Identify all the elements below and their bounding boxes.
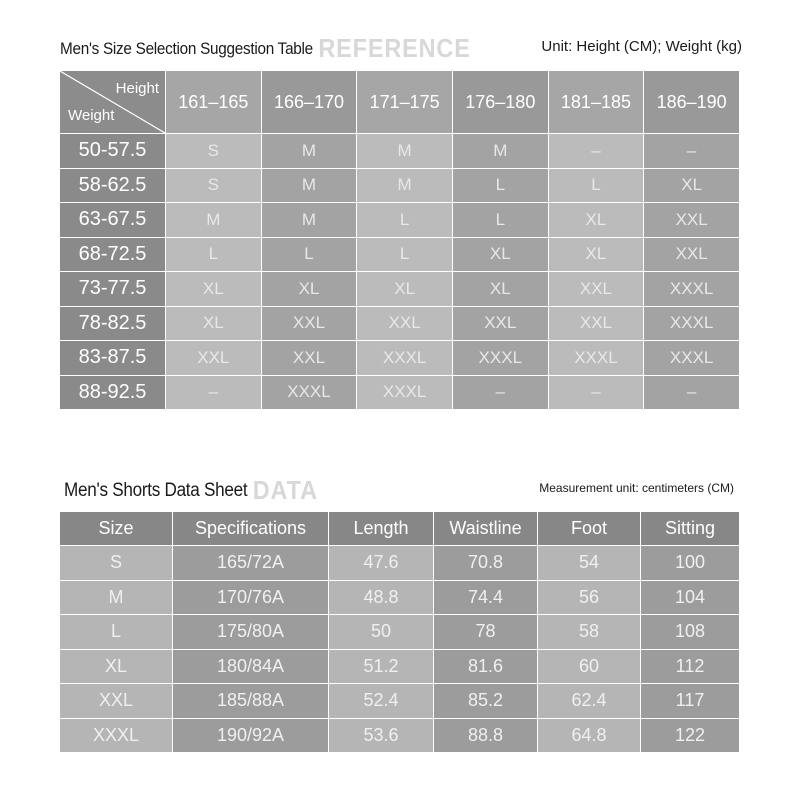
size-table-row <box>60 375 740 410</box>
size-cell: XXL <box>357 306 453 341</box>
size-selection-table <box>59 70 740 410</box>
weight-range-cell: 73-77.5 <box>60 272 166 307</box>
size-cell: S <box>166 168 262 203</box>
size-cell: L <box>548 168 644 203</box>
shorts-data-cell: 112 <box>641 649 740 684</box>
shorts-data-cell: 47.6 <box>329 546 434 581</box>
shorts-data-cell: M <box>60 580 173 615</box>
size-cell: XXL <box>644 203 740 238</box>
size-cell: XXL <box>452 306 548 341</box>
shorts-data-cell: 175/80A <box>173 615 329 650</box>
size-cell: M <box>261 134 357 169</box>
shorts-data-cell: 117 <box>641 684 740 719</box>
height-column-header: 181–185 <box>548 71 644 134</box>
size-cell: XXL <box>548 272 644 307</box>
weight-range-cell: 58-62.5 <box>60 168 166 203</box>
shorts-data-cell: 50 <box>329 615 434 650</box>
shorts-data-cell: 78 <box>434 615 538 650</box>
size-cell: XXXL <box>644 341 740 376</box>
shorts-data-cell: 88.8 <box>434 718 538 753</box>
shorts-table-row <box>60 580 740 615</box>
shorts-data-cell: 54 <box>538 546 641 581</box>
corner-height-label: Height <box>115 80 159 97</box>
shorts-data-cell: 108 <box>641 615 740 650</box>
weight-range-cell: 50-57.5 <box>60 134 166 169</box>
size-cell: L <box>357 203 453 238</box>
shorts-data-cell: XL <box>60 649 173 684</box>
height-column-header: 176–180 <box>452 71 548 134</box>
shorts-data-cell: S <box>60 546 173 581</box>
size-cell: XXXL <box>644 272 740 307</box>
shorts-data-cell: 185/88A <box>173 684 329 719</box>
size-cell: L <box>452 203 548 238</box>
size-table-row <box>60 134 740 169</box>
size-table-row <box>60 306 740 341</box>
size-cell: – <box>166 375 262 410</box>
weight-range-cell: 83-87.5 <box>60 341 166 376</box>
size-cell: M <box>261 203 357 238</box>
size-cell: M <box>357 134 453 169</box>
size-table-corner-cell <box>60 71 166 134</box>
size-cell: – <box>548 134 644 169</box>
size-cell: L <box>261 237 357 272</box>
size-cell: XL <box>548 237 644 272</box>
shorts-data-cell: 165/72A <box>173 546 329 581</box>
shorts-table-row <box>60 546 740 581</box>
shorts-data-table <box>59 511 740 753</box>
shorts-data-cell: 74.4 <box>434 580 538 615</box>
size-cell: XXXL <box>548 341 644 376</box>
size-cell: M <box>166 203 262 238</box>
corner-weight-label: Weight <box>68 107 115 124</box>
size-table-row <box>60 168 740 203</box>
weight-range-cell: 88-92.5 <box>60 375 166 410</box>
shorts-data-cell: 100 <box>641 546 740 581</box>
size-cell: XXXL <box>357 375 453 410</box>
size-cell: XL <box>357 272 453 307</box>
size-cell: XXL <box>644 237 740 272</box>
size-cell: XL <box>166 306 262 341</box>
shorts-table-row <box>60 649 740 684</box>
shorts-table-row <box>60 615 740 650</box>
size-cell: XXL <box>261 306 357 341</box>
shorts-data-cell: 122 <box>641 718 740 753</box>
size-cell: XL <box>452 237 548 272</box>
size-cell: M <box>452 134 548 169</box>
shorts-data-cell: 104 <box>641 580 740 615</box>
shorts-data-cell: 85.2 <box>434 684 538 719</box>
size-cell: XL <box>548 203 644 238</box>
size-cell: M <box>261 168 357 203</box>
shorts-table-row <box>60 718 740 753</box>
size-table-title: Men's Size Selection Suggestion Table REFERENCE <box>60 33 471 63</box>
size-cell: – <box>548 375 644 410</box>
size-cell: XL <box>452 272 548 307</box>
size-cell: – <box>644 375 740 410</box>
size-cell: XXXL <box>357 341 453 376</box>
size-cell: XXXL <box>452 341 548 376</box>
size-cell: L <box>166 237 262 272</box>
weight-range-cell: 63-67.5 <box>60 203 166 238</box>
shorts-column-header: Waistline <box>434 512 538 546</box>
shorts-data-cell: 64.8 <box>538 718 641 753</box>
size-cell: XXL <box>166 341 262 376</box>
height-column-header: 161–165 <box>166 71 262 134</box>
size-table-row <box>60 203 740 238</box>
shorts-table-unit: Measurement unit: centimeters (CM) <box>539 481 734 495</box>
size-table-watermark: REFERENCE <box>318 33 471 63</box>
size-cell: XL <box>644 168 740 203</box>
weight-range-cell: 78-82.5 <box>60 306 166 341</box>
shorts-data-cell: 56 <box>538 580 641 615</box>
size-table-row <box>60 341 740 376</box>
shorts-column-header: Specifications <box>173 512 329 546</box>
height-column-header: 186–190 <box>644 71 740 134</box>
height-column-header: 171–175 <box>357 71 453 134</box>
size-cell: – <box>644 134 740 169</box>
size-cell: XL <box>261 272 357 307</box>
shorts-column-header: Foot <box>538 512 641 546</box>
size-cell: M <box>357 168 453 203</box>
size-table-unit: Unit: Height (CM); Weight (kg) <box>541 38 742 55</box>
shorts-data-cell: 51.2 <box>329 649 434 684</box>
shorts-data-cell: 48.8 <box>329 580 434 615</box>
shorts-data-cell: 180/84A <box>173 649 329 684</box>
weight-range-cell: 68-72.5 <box>60 237 166 272</box>
shorts-data-cell: XXL <box>60 684 173 719</box>
shorts-table-row <box>60 684 740 719</box>
size-cell: – <box>452 375 548 410</box>
shorts-data-cell: 81.6 <box>434 649 538 684</box>
shorts-data-cell: L <box>60 615 173 650</box>
shorts-table-watermark: DATA <box>252 475 318 505</box>
size-cell: L <box>357 237 453 272</box>
shorts-table-title: Men's Shorts Data Sheet DATA <box>64 475 318 505</box>
size-cell: XXXL <box>261 375 357 410</box>
shorts-data-cell: 53.6 <box>329 718 434 753</box>
shorts-column-header: Sitting <box>641 512 740 546</box>
size-cell: XXL <box>261 341 357 376</box>
shorts-data-cell: XXXL <box>60 718 173 753</box>
shorts-column-header: Size <box>60 512 173 546</box>
size-cell: XXXL <box>644 306 740 341</box>
shorts-column-header: Length <box>329 512 434 546</box>
shorts-data-cell: 60 <box>538 649 641 684</box>
shorts-table-header-row <box>60 512 740 546</box>
shorts-data-cell: 190/92A <box>173 718 329 753</box>
height-column-header: 166–170 <box>261 71 357 134</box>
shorts-data-cell: 58 <box>538 615 641 650</box>
size-cell: S <box>166 134 262 169</box>
shorts-data-cell: 52.4 <box>329 684 434 719</box>
shorts-data-cell: 170/76A <box>173 580 329 615</box>
shorts-data-cell: 70.8 <box>434 546 538 581</box>
size-cell: XL <box>166 272 262 307</box>
size-table-row <box>60 237 740 272</box>
shorts-data-cell: 62.4 <box>538 684 641 719</box>
size-cell: L <box>452 168 548 203</box>
size-table-header-row <box>60 71 740 134</box>
size-table-row <box>60 272 740 307</box>
size-cell: XXL <box>548 306 644 341</box>
